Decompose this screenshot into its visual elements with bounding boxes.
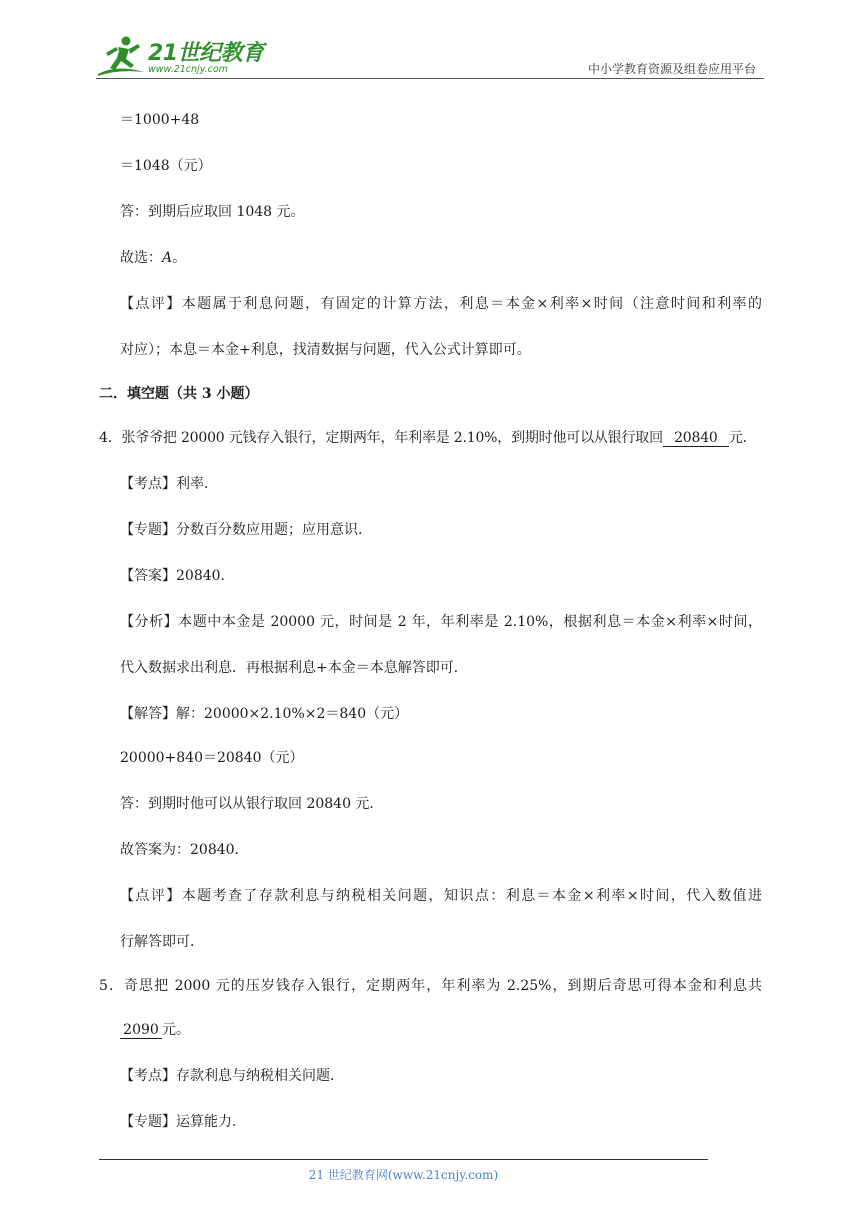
question-5-answer-blank: 2090: [120, 1022, 162, 1039]
choice-suffix: 。: [172, 250, 187, 266]
footer-divider: [99, 1159, 708, 1160]
choice-line: [120, 249, 186, 267]
question-4: [99, 429, 756, 447]
q4-dianping-2: 行解答即可．: [120, 934, 204, 950]
runner-logo-icon: [96, 34, 146, 78]
q5-kaodian: 【考点】存款利息与纳税相关问题．: [120, 1068, 344, 1084]
question-5-text: 5．奇思把 2000 元的压岁钱存入银行，定期两年，年利率为 2.25%，到期后奇思可得本金和利息共: [99, 978, 762, 994]
q4-jieda-3: 答：到期时他可以从银行取回 20840 元．: [120, 796, 384, 812]
q4-dianping-1: 【点评】本题考查了存款利息与纳税相关问题，知识点：利息＝本金×利率×时间，代入数值进: [120, 888, 762, 904]
question-5-unit: 元。: [162, 1022, 190, 1038]
choice-prefix: 故选：: [120, 250, 162, 266]
q4-jieda-4: 故答案为：20840．: [120, 842, 249, 858]
platform-name: 中小学教育资源及组卷应用平台: [587, 62, 756, 76]
header-divider: [96, 78, 764, 79]
comment-line-2: 对应）；本息＝本金+利息，找清数据与问题，代入公式计算即可。: [120, 342, 531, 358]
logo-url: www.21cnjy.com: [148, 64, 228, 75]
q5-zhuanti: 【专题】运算能力．: [120, 1114, 246, 1130]
site-logo[interactable]: [96, 34, 264, 78]
question-5-line-2: [120, 1021, 190, 1039]
q4-zhuanti: 【专题】分数百分数应用题；应用意识．: [120, 522, 372, 538]
q4-daan: 【答案】20840．: [120, 568, 235, 584]
choice-letter: A: [162, 250, 173, 266]
page-header: [96, 30, 764, 78]
question-4-answer-blank: 20840: [663, 430, 729, 447]
q4-fenxi-1: 【分析】本题中本金是 20000 元，时间是 2 年，年利率是 2.10%，根据利息＝本金×利率×时间，: [120, 614, 762, 630]
question-4-unit: 元．: [728, 430, 757, 446]
question-4-text: 4．张爷爷把 20000 元钱存入银行，定期两年，年利率是 2.10%，到期时他可以从银行取回: [99, 430, 663, 446]
footer-link[interactable]: 21 世纪教育网(www.21cnjy.com): [308, 1168, 499, 1182]
q4-kaodian: 【考点】利率．: [120, 476, 218, 492]
comment-line-1: 【点评】本题属于利息问题，有固定的计算方法，利息＝本金×利率×时间（注意时间和利率的: [120, 296, 762, 312]
q4-jieda-1: 【解答】解：20000×2.10%×2＝840（元）: [120, 706, 409, 722]
calc-line-2: ＝1048（元）: [120, 158, 212, 174]
answer-line: 答：到期后应取回 1048 元。: [120, 204, 305, 220]
logo-text: 21世纪教育: [148, 41, 264, 66]
q4-jieda-2: 20000+840＝20840（元）: [120, 750, 304, 766]
section-heading: 二．填空题（共 3 小题）: [99, 386, 259, 402]
calc-line-1: ＝1000+48: [120, 112, 200, 128]
q4-fenxi-2: 代入数据求出利息．再根据利息+本金＝本息解答即可．: [120, 660, 468, 676]
